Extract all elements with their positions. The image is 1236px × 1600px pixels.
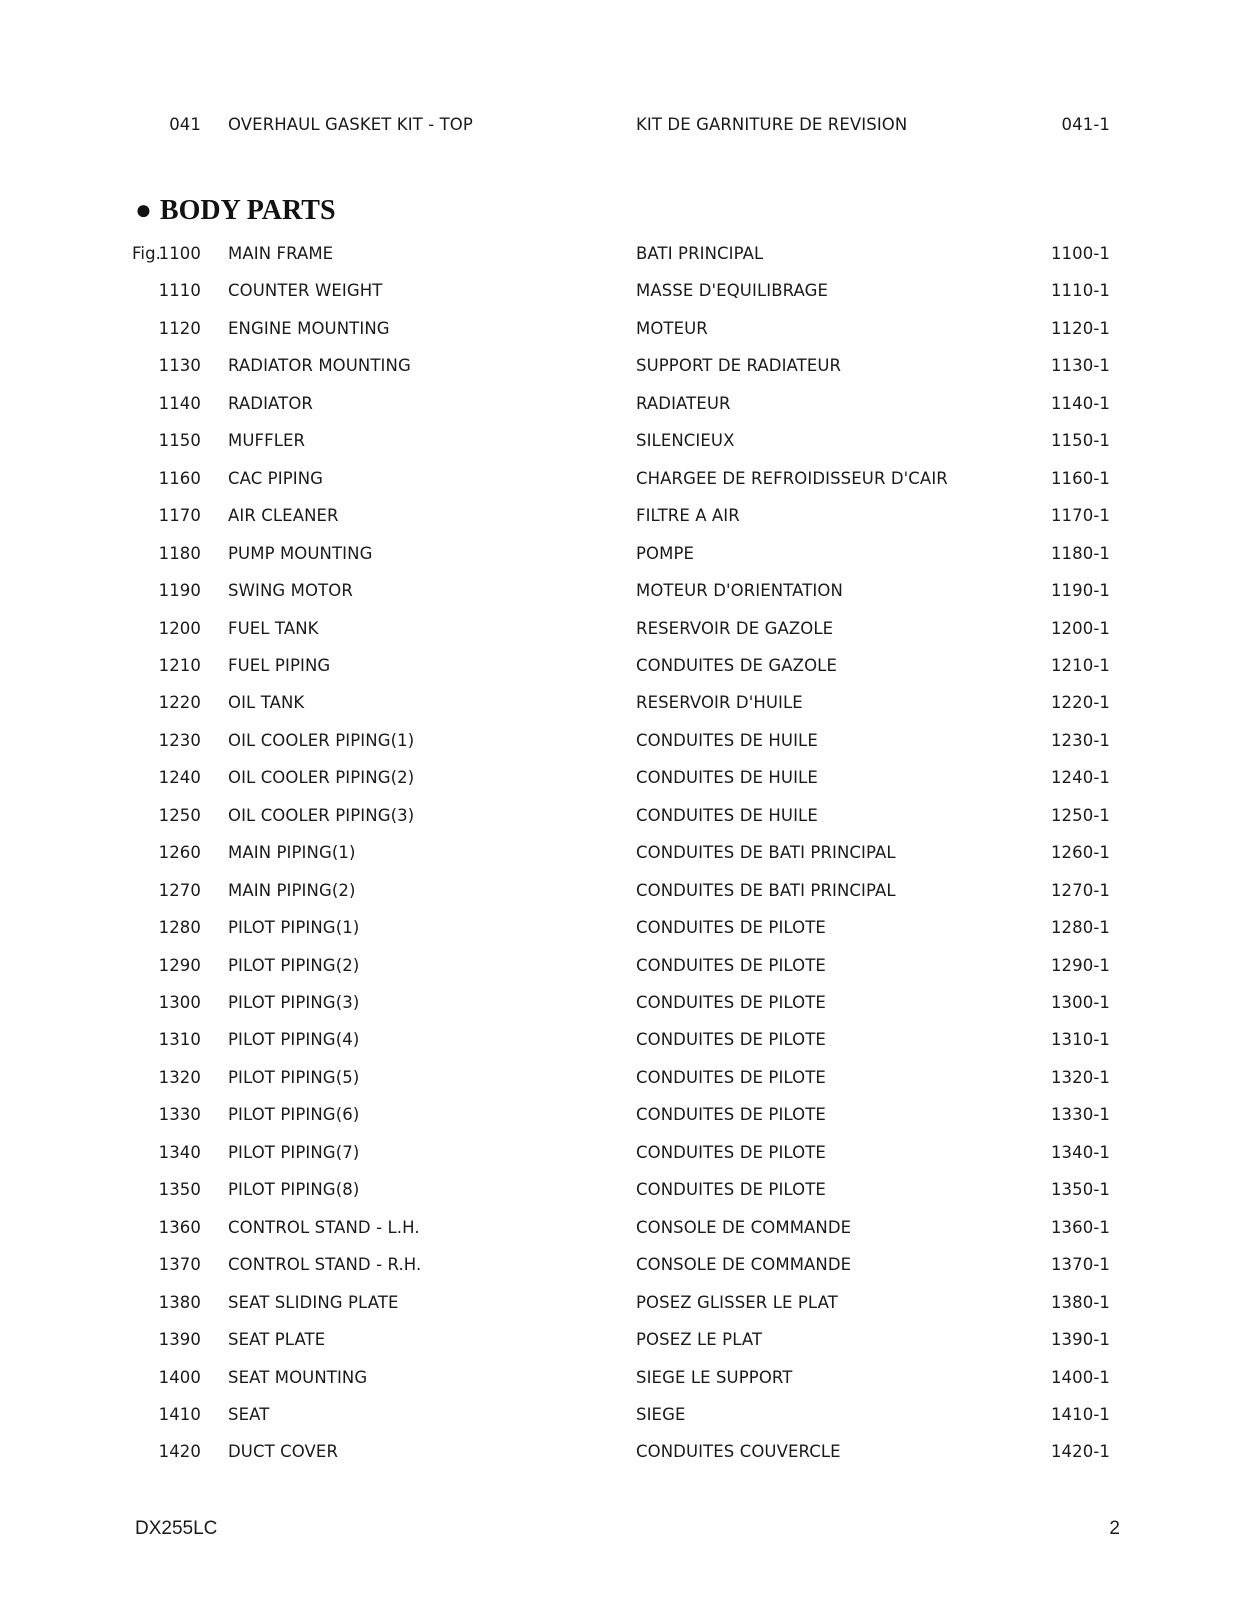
entry-english: FUEL PIPING	[228, 656, 331, 675]
entry-english: CONTROL STAND - L.H.	[228, 1218, 420, 1237]
list-item	[0, 467, 1236, 491]
entry-number: 1220	[158, 693, 201, 712]
entry-page-ref: 1230-1	[1050, 731, 1110, 750]
entry-french: CONSOLE DE COMMANDE	[636, 1255, 852, 1274]
list-item	[0, 392, 1236, 416]
entry-french: CONDUITES DE PILOTE	[636, 1068, 826, 1087]
entry-french: CONDUITES DE PILOTE	[636, 1180, 826, 1199]
entry-french: CONDUITES DE PILOTE	[636, 1105, 826, 1124]
entry-english: SEAT SLIDING PLATE	[228, 1293, 399, 1312]
entry-page-ref: 1240-1	[1050, 768, 1110, 787]
list-item	[0, 317, 1236, 341]
entry-french: SIEGE	[636, 1405, 686, 1424]
entry-page-ref: 1400-1	[1050, 1368, 1110, 1387]
entry-english: PILOT PIPING(1)	[228, 918, 360, 937]
entry-page-ref: 1130-1	[1050, 356, 1110, 375]
list-item	[0, 879, 1236, 903]
entry-number: 1330	[158, 1105, 201, 1124]
list-item	[0, 1253, 1236, 1277]
entry-number: 1320	[158, 1068, 201, 1087]
entry-page-ref: 1390-1	[1050, 1330, 1110, 1349]
entry-page-ref: 1300-1	[1050, 993, 1110, 1012]
entry-english: MAIN PIPING(2)	[228, 881, 356, 900]
entry-number: 1160	[158, 469, 201, 488]
entry-page-ref: 1250-1	[1050, 806, 1110, 825]
list-item	[0, 991, 1236, 1015]
list-item	[0, 1328, 1236, 1352]
entry-french: MOTEUR	[636, 319, 708, 338]
entry-number: 1110	[158, 281, 201, 300]
entry-number: 1260	[158, 843, 201, 862]
entry-number: 1410	[158, 1405, 201, 1424]
entry-page-ref: 1340-1	[1050, 1143, 1110, 1162]
entry-number: 1130	[158, 356, 201, 375]
entry-page-ref: 1150-1	[1050, 431, 1110, 450]
footer-page-number: 2	[1109, 1518, 1120, 1539]
list-item	[0, 279, 1236, 303]
entry-number: 1300	[158, 993, 201, 1012]
list-item	[0, 354, 1236, 378]
entry-page-ref: 1180-1	[1050, 544, 1110, 563]
entry-french: SILENCIEUX	[636, 431, 735, 450]
entry-number: 1170	[158, 506, 201, 525]
list-item	[0, 1403, 1236, 1427]
top-entry-row	[0, 113, 1236, 137]
entry-number: 1140	[158, 394, 201, 413]
entry-english: MUFFLER	[228, 431, 306, 450]
entry-english: MAIN FRAME	[228, 244, 334, 263]
entry-english: MAIN PIPING(1)	[228, 843, 356, 862]
entry-french: CONDUITES DE PILOTE	[636, 918, 826, 937]
section-title: BODY PARTS	[159, 195, 336, 226]
entry-english: PILOT PIPING(8)	[228, 1180, 360, 1199]
entry-number: 1380	[158, 1293, 201, 1312]
entry-number: 041	[169, 115, 201, 134]
entry-number: 1150	[158, 431, 201, 450]
entry-page-ref: 1260-1	[1050, 843, 1110, 862]
entry-french: CONDUITES DE HUILE	[636, 768, 818, 787]
entry-number: 1420	[158, 1442, 201, 1461]
entry-page-ref: 1160-1	[1050, 469, 1110, 488]
list-item	[0, 916, 1236, 940]
list-item	[0, 1291, 1236, 1315]
list-item	[0, 954, 1236, 978]
entry-english: CONTROL STAND - R.H.	[228, 1255, 422, 1274]
entry-page-ref: 1110-1	[1050, 281, 1110, 300]
entry-number: 1210	[158, 656, 201, 675]
entry-english: PILOT PIPING(3)	[228, 993, 360, 1012]
entry-french: POMPE	[636, 544, 695, 563]
list-item	[0, 804, 1236, 828]
entry-page-ref: 1330-1	[1050, 1105, 1110, 1124]
entry-english: OIL COOLER PIPING(1)	[228, 731, 415, 750]
list-item	[0, 1066, 1236, 1090]
fig-label: Fig.	[132, 244, 161, 263]
entry-french: POSEZ GLISSER LE PLAT	[636, 1293, 838, 1312]
entry-french: CONDUITES DE PILOTE	[636, 993, 826, 1012]
list-item	[0, 1216, 1236, 1240]
entry-french: RESERVOIR D'HUILE	[636, 693, 803, 712]
entry-english: PILOT PIPING(4)	[228, 1030, 360, 1049]
entry-number: 1180	[158, 544, 201, 563]
entry-french: CONDUITES DE GAZOLE	[636, 656, 837, 675]
list-item	[0, 691, 1236, 715]
entry-french: FILTRE A AIR	[636, 506, 740, 525]
entry-english: SEAT MOUNTING	[228, 1368, 368, 1387]
entry-english: COUNTER WEIGHT	[228, 281, 383, 300]
entry-english: SEAT PLATE	[228, 1330, 326, 1349]
entry-number: 1350	[158, 1180, 201, 1199]
entry-english: PILOT PIPING(5)	[228, 1068, 360, 1087]
entry-page-ref: 1310-1	[1050, 1030, 1110, 1049]
entry-page-ref: 1210-1	[1050, 656, 1110, 675]
entry-french: CONSOLE DE COMMANDE	[636, 1218, 852, 1237]
entry-french: CONDUITES DE HUILE	[636, 731, 818, 750]
list-item	[0, 542, 1236, 566]
entry-page-ref: 1420-1	[1050, 1442, 1110, 1461]
entry-number: 1360	[158, 1218, 201, 1237]
entry-english: CAC PIPING	[228, 469, 324, 488]
entry-english: ENGINE MOUNTING	[228, 319, 390, 338]
entry-page-ref: 1220-1	[1050, 693, 1110, 712]
entry-french: CONDUITES DE BATI PRINCIPAL	[636, 843, 896, 862]
entry-english: DUCT COVER	[228, 1442, 339, 1461]
entry-number: 1400	[158, 1368, 201, 1387]
entry-number: 1190	[158, 581, 201, 600]
list-item	[0, 617, 1236, 641]
entry-page-ref: 1200-1	[1050, 619, 1110, 638]
entry-page-ref: 1190-1	[1050, 581, 1110, 600]
entry-french: CONDUITES COUVERCLE	[636, 1442, 841, 1461]
list-item	[0, 1178, 1236, 1202]
entry-page-ref: 041-1	[1061, 115, 1110, 134]
list-item	[0, 1141, 1236, 1165]
entry-english: OIL TANK	[228, 693, 305, 712]
list-item	[0, 429, 1236, 453]
entry-page-ref: 1270-1	[1050, 881, 1110, 900]
entry-number: 1230	[158, 731, 201, 750]
entry-english: OIL COOLER PIPING(2)	[228, 768, 415, 787]
entry-page-ref: 1360-1	[1050, 1218, 1110, 1237]
entry-number: 1100	[158, 244, 201, 263]
entry-number: 1200	[158, 619, 201, 638]
entry-page-ref: 1290-1	[1050, 956, 1110, 975]
entry-french: MOTEUR D'ORIENTATION	[636, 581, 843, 600]
entry-english: PUMP MOUNTING	[228, 544, 373, 563]
entry-page-ref: 1170-1	[1050, 506, 1110, 525]
entry-french: CONDUITES DE PILOTE	[636, 1143, 826, 1162]
list-item	[0, 1103, 1236, 1127]
list-item	[0, 579, 1236, 603]
entry-english: PILOT PIPING(2)	[228, 956, 360, 975]
entry-english: SEAT	[228, 1405, 270, 1424]
entry-page-ref: 1120-1	[1050, 319, 1110, 338]
section-heading	[135, 192, 336, 230]
entry-english: PILOT PIPING(6)	[228, 1105, 360, 1124]
entry-number: 1250	[158, 806, 201, 825]
entry-english: SWING MOTOR	[228, 581, 353, 600]
entry-number: 1370	[158, 1255, 201, 1274]
entry-french: KIT DE GARNITURE DE REVISION	[636, 115, 908, 134]
entry-french: MASSE D'EQUILIBRAGE	[636, 281, 829, 300]
entry-number: 1270	[158, 881, 201, 900]
list-item	[0, 1366, 1236, 1390]
entry-page-ref: 1410-1	[1050, 1405, 1110, 1424]
entry-page-ref: 1100-1	[1050, 244, 1110, 263]
list-item	[0, 766, 1236, 790]
entry-number: 1340	[158, 1143, 201, 1162]
entry-number: 1290	[158, 956, 201, 975]
entry-english: PILOT PIPING(7)	[228, 1143, 360, 1162]
entry-french: CONDUITES DE BATI PRINCIPAL	[636, 881, 896, 900]
list-item	[0, 1440, 1236, 1464]
entry-english: OIL COOLER PIPING(3)	[228, 806, 415, 825]
entry-number: 1120	[158, 319, 201, 338]
entry-english: RADIATOR MOUNTING	[228, 356, 411, 375]
list-item	[0, 729, 1236, 753]
entry-number: 1240	[158, 768, 201, 787]
entry-french: CONDUITES DE HUILE	[636, 806, 818, 825]
entry-french: BATI PRINCIPAL	[636, 244, 764, 263]
entry-french: RADIATEUR	[636, 394, 731, 413]
entry-page-ref: 1350-1	[1050, 1180, 1110, 1199]
entry-french: CONDUITES DE PILOTE	[636, 956, 826, 975]
entry-french: CONDUITES DE PILOTE	[636, 1030, 826, 1049]
entry-english: OVERHAUL GASKET KIT - TOP	[228, 115, 473, 134]
entry-number: 1390	[158, 1330, 201, 1349]
entry-french: RESERVOIR DE GAZOLE	[636, 619, 834, 638]
entry-english: RADIATOR	[228, 394, 313, 413]
entry-english: AIR CLEANER	[228, 506, 339, 525]
entry-french: POSEZ LE PLAT	[636, 1330, 763, 1349]
list-item	[0, 1028, 1236, 1052]
entry-page-ref: 1140-1	[1050, 394, 1110, 413]
entry-number: 1280	[158, 918, 201, 937]
entry-french: SUPPORT DE RADIATEUR	[636, 356, 842, 375]
bullet-icon: ●	[135, 195, 152, 226]
entry-french: CHARGEE DE REFROIDISSEUR D'CAIR	[636, 469, 948, 488]
entry-english: FUEL TANK	[228, 619, 319, 638]
list-item	[0, 841, 1236, 865]
list-item	[0, 242, 1236, 266]
list-item	[0, 504, 1236, 528]
list-item	[0, 654, 1236, 678]
entry-page-ref: 1370-1	[1050, 1255, 1110, 1274]
entry-page-ref: 1320-1	[1050, 1068, 1110, 1087]
entry-french: SIEGE LE SUPPORT	[636, 1368, 793, 1387]
footer-model: DX255LC	[135, 1518, 218, 1539]
entry-number: 1310	[158, 1030, 201, 1049]
entry-page-ref: 1280-1	[1050, 918, 1110, 937]
entry-page-ref: 1380-1	[1050, 1293, 1110, 1312]
